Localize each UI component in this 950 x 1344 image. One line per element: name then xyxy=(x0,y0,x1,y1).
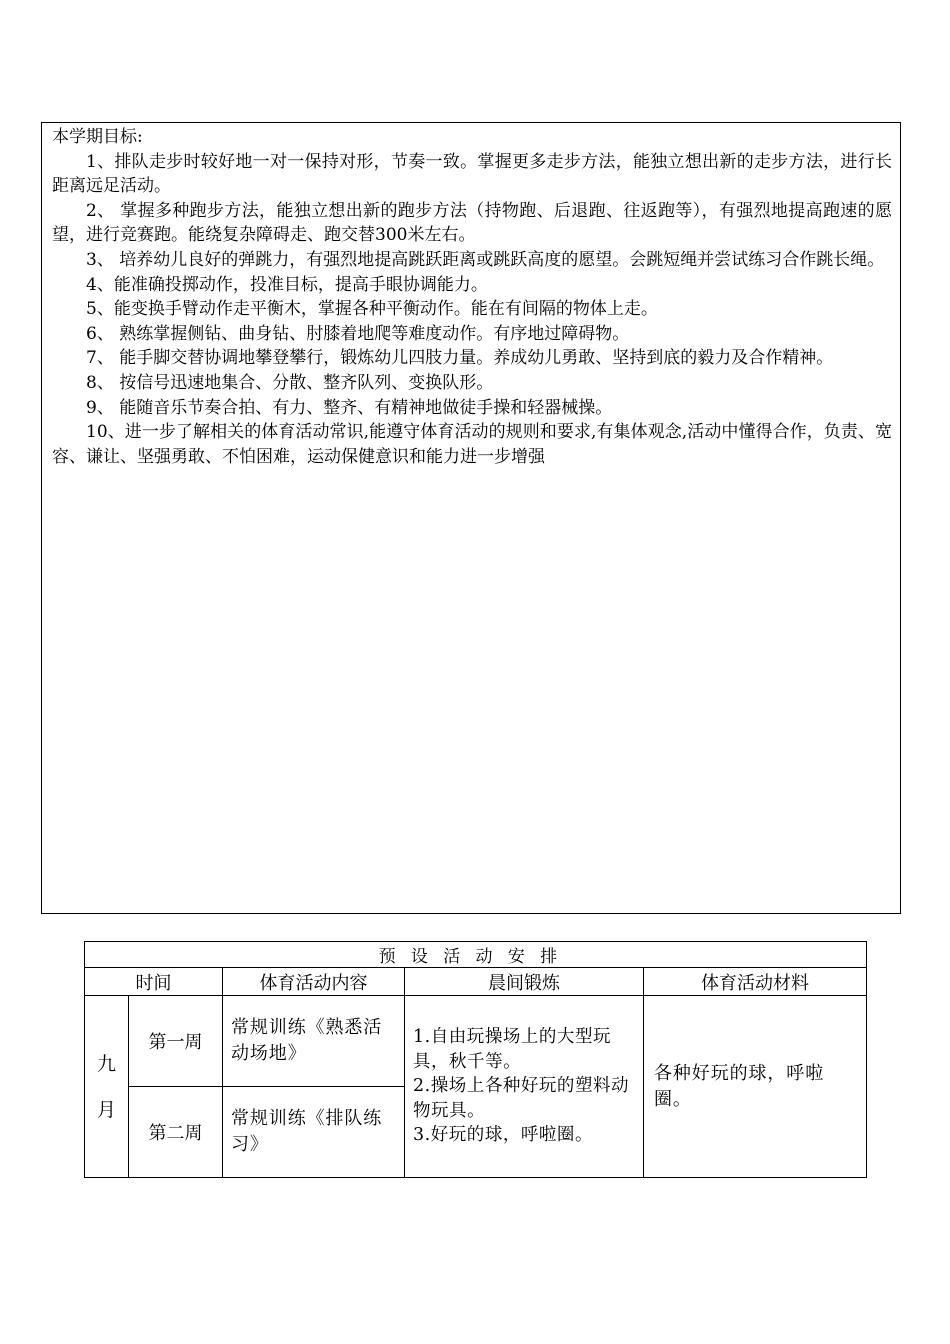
goal-item-7: 7、 能手脚交替协调地攀登攀行，锻炼幼儿四肢力量。养成幼儿勇敢、坚持到底的毅力及合作精神。 xyxy=(86,348,834,369)
goal-item-1: 1、排队走步时较好地一对一保持对形，节奏一致。掌握更多走步方法，能独立想出新的走步方法，进行长距离远足活动。 xyxy=(52,151,892,197)
week-content: 常规训练《排队练习》 xyxy=(223,1087,405,1178)
month-char-2: 月 xyxy=(96,1098,116,1121)
plan-header-row xyxy=(85,968,867,996)
morning-item: 1.自由玩操场上的大型玩具，秋千等。 xyxy=(413,1027,611,1072)
goal-item-3: 3、 培养幼儿良好的弹跳力，有强烈地提高跳跃距离或跳跃高度的愿望。会跳短绳并尝试练习合作跳长绳。 xyxy=(86,249,885,270)
plan-title-row xyxy=(85,942,867,968)
week-content: 常规训练《熟悉活动场地》 xyxy=(223,996,405,1087)
goal-item-4: 4、能准确投掷动作，投准目标，提高手眼协调能力。 xyxy=(86,274,488,295)
goal-item-8: 8、 按信号迅速地集合、分散、整齐队列、变换队形。 xyxy=(86,372,494,393)
goals-title: 本学期目标: xyxy=(52,127,143,147)
week-label: 第二周 xyxy=(129,1087,223,1178)
activity-plan-table xyxy=(84,941,867,1178)
goal-item-9: 9、 能随音乐节奏合拍、有力、整齐、有精神地做徒手操和轻器械操。 xyxy=(86,397,613,418)
materials-cell: 各种好玩的球，呼啦圈。 xyxy=(644,996,867,1178)
month-cell xyxy=(85,996,129,1178)
semester-goals-box xyxy=(41,122,901,914)
plan-title: 预设活动安排 xyxy=(85,942,867,968)
header-morning: 晨间锻炼 xyxy=(405,968,644,996)
week-label: 第一周 xyxy=(129,996,223,1087)
goal-item-2: 2、 掌握多种跑步方法，能独立想出新的跑步方法（持物跑、后退跑、往返跑等），有强烈地提高跑速的愿望，进行竞赛跑。能绕复杂障碍走、跑交替300米左右。 xyxy=(52,200,892,246)
morning-item: 3.好玩的球，呼啦圈。 xyxy=(413,1125,593,1146)
header-content: 体育活动内容 xyxy=(223,968,405,996)
month-char-1: 九 xyxy=(96,1052,116,1075)
goal-item-10: 10、进一步了解相关的体育活动常识,能遵守体育活动的规则和要求,有集体观念,活动中懂得合作，负责、宽容、谦让、坚强勇敢、不怕困难，运动保健意识和能力进一步增强 xyxy=(52,422,892,467)
header-time: 时间 xyxy=(85,968,223,996)
goal-item-6: 6、 熟练掌握侧钻、曲身钻、肘膝着地爬等难度动作。有序地过障碍物。 xyxy=(86,323,630,344)
goal-item-5: 5、能变换手臂动作走平衡木，掌握各种平衡动作。能在有间隔的物体上走。 xyxy=(86,299,658,320)
morning-exercise-cell xyxy=(405,996,644,1178)
header-materials: 体育活动材料 xyxy=(644,968,867,996)
morning-item: 2.操场上各种好玩的塑料动物玩具。 xyxy=(413,1076,630,1121)
table-row xyxy=(85,996,867,1087)
